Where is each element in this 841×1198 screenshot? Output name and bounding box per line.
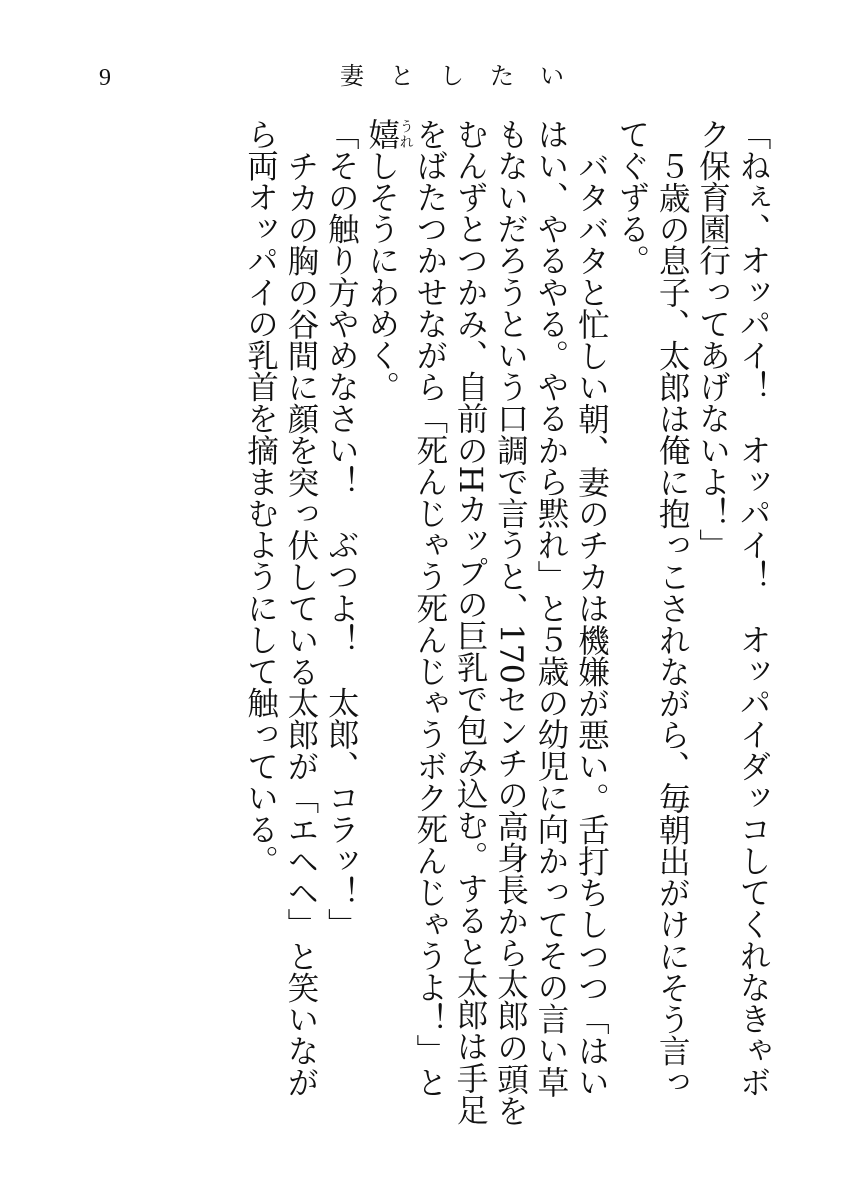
- running-title: 妻としたい: [340, 62, 590, 90]
- paragraph-5: チカの胸の谷間に顔を突っ伏している太郎が「エヘヘ」と笑いながら両オッパイの乳首を摘まむようにして触っている。: [242, 118, 319, 1098]
- paragraph-1: 「ねぇ、オッパイ！ オッパイ！ オッパイダッコしてくれなきゃボク保育園行ってあげないよ！」: [694, 118, 771, 1098]
- paragraph-3-tail: しそうにわめく。: [363, 149, 400, 403]
- paragraph-2: ５歳の息子、太郎は俺に抱っこされながら、毎朝出がけにそう言ってぐずる。: [613, 118, 691, 1098]
- furigana-reading: うれ: [397, 118, 414, 150]
- furigana-ureshi: [363, 118, 414, 150]
- furigana-base: 嬉: [363, 118, 400, 150]
- page-number: 9: [99, 65, 111, 91]
- paragraph-4: 「その触り方やめなさい！ ぶつよ！ 太郎、コラッ！」: [323, 118, 360, 940]
- paragraph-3-text: バタバタと忙しい朝、妻のチカは機嫌が悪い。舌打ちしつつ「はいはい、やるやる。やるから黙れ」と５歳の幼児に向かってその言い草もないだろうという口調で言うと、170センチの高身長から太郎の頭をむんずとつかみ、自前のHカップの巨乳で包み込む。すると太郎は手足をばたつかせながら「死んじゃう死んじゃうボク死んじゃうよ！」と: [411, 118, 610, 1127]
- paragraph-3: [361, 118, 611, 1128]
- body-text: [240, 118, 773, 1128]
